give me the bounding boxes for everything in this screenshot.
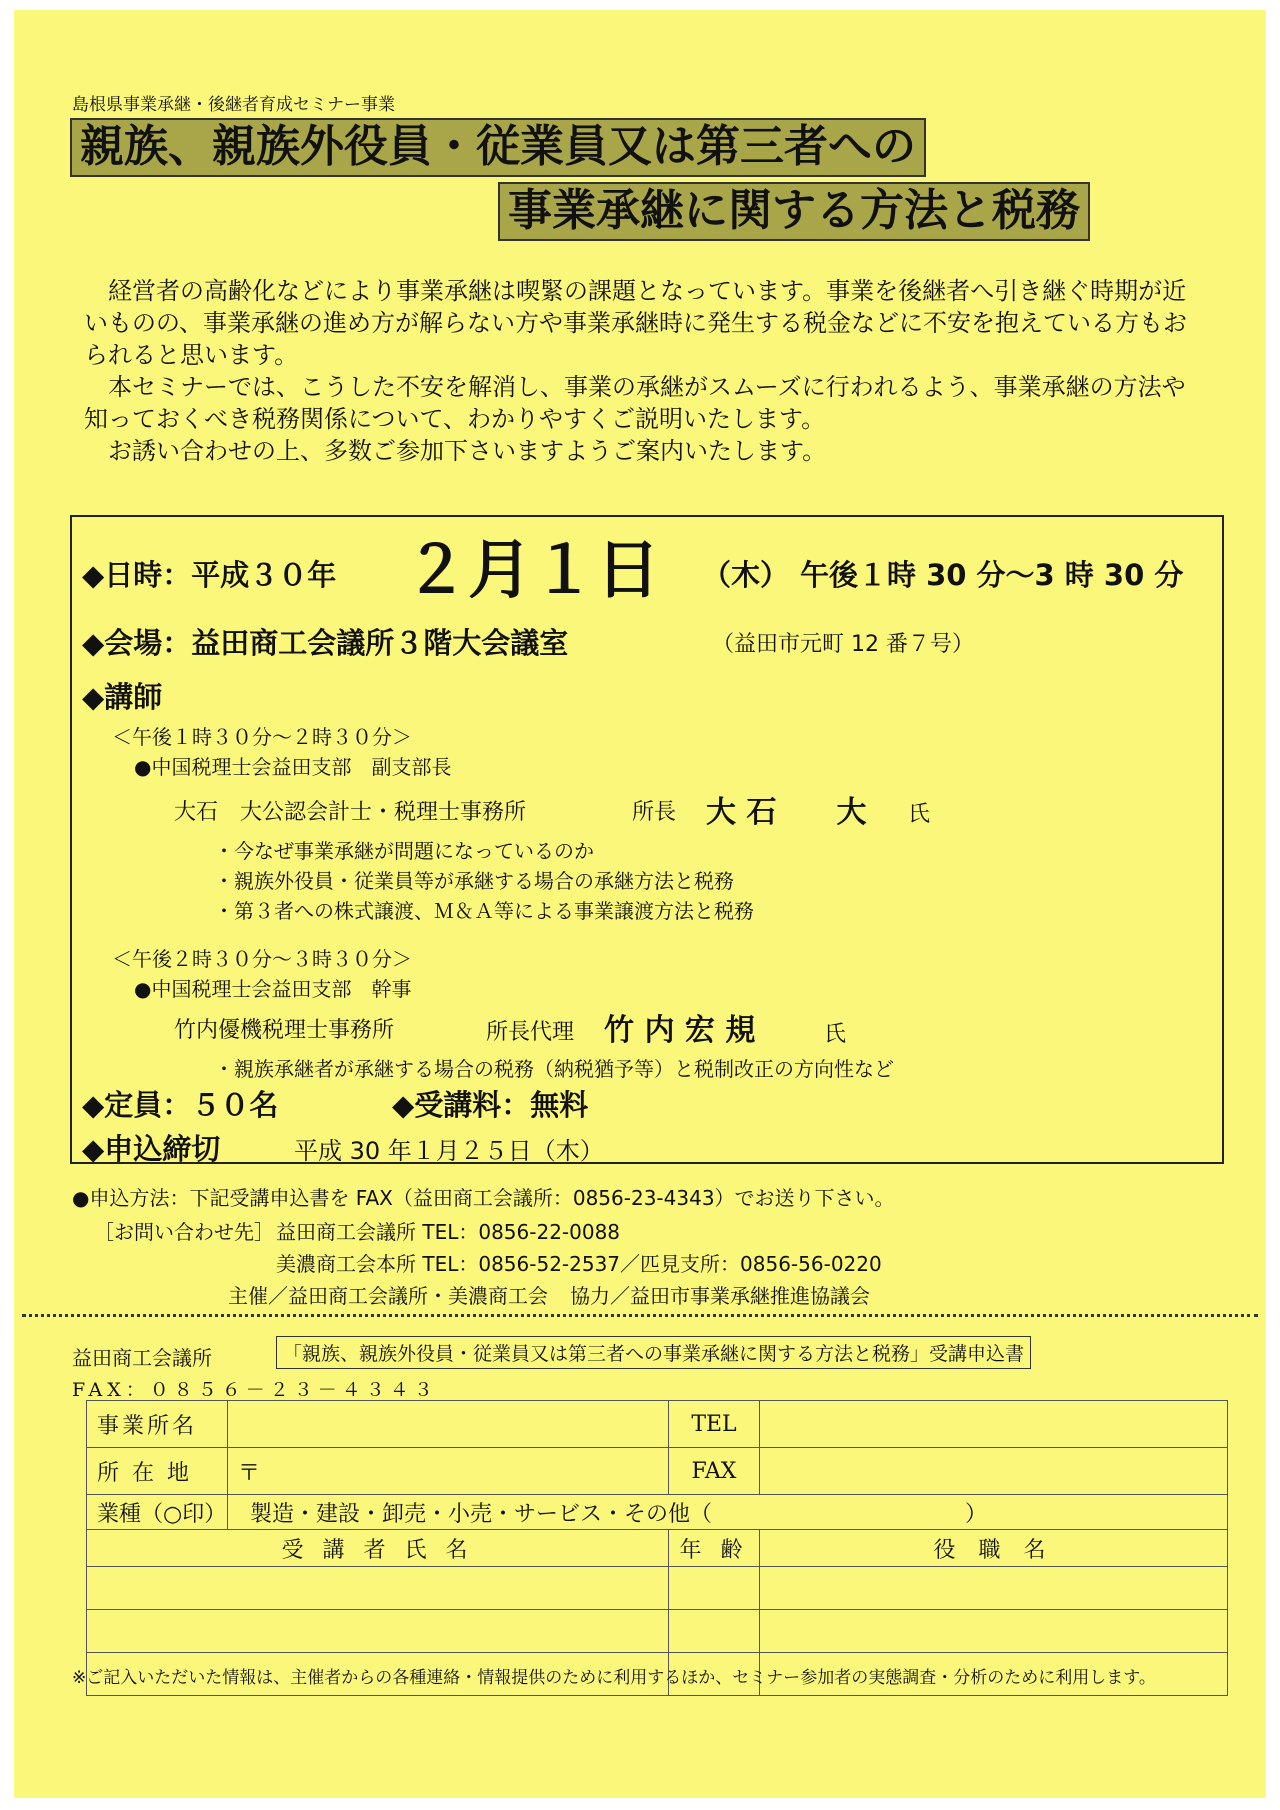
attendee-role-input[interactable] (760, 1610, 1228, 1653)
tel-label: TEL (669, 1401, 760, 1448)
form-fax: FAX：０８５６－２３－４３４３ (72, 1379, 438, 1401)
series-label: 島根県事業承継・後継者育成セミナー事業 (72, 95, 395, 115)
role-header: 役 職 名 (760, 1530, 1228, 1567)
industry-options: 製造・建設・卸売・小売・サービス・その他（ (250, 1501, 713, 1527)
session1-name: 大 石 大 (706, 795, 867, 830)
session2-office: 竹内優機税理士事務所 (174, 1018, 395, 1043)
title-line-2: 事業承継に関する方法と税務 (498, 182, 1090, 241)
form-row-header (87, 1530, 1228, 1567)
session1-time: ＜午後１時３０分～２時３０分＞ (112, 725, 412, 749)
industry-input[interactable] (228, 1495, 1228, 1530)
form-recipient: 益田商工会議所 (72, 1346, 212, 1370)
form-row-industry (87, 1495, 1228, 1530)
session1-org: ●中国税理士会益田支部 副支部長 (134, 755, 452, 779)
form-row-address (87, 1448, 1228, 1495)
session2-name: 竹 内 宏 規 (604, 1013, 756, 1048)
fee: ◆受講料：無料 (392, 1088, 589, 1122)
session1-topic: ・親族外役員・従業員等が承継する場合の承継方法と税務 (214, 869, 734, 893)
session1-position: 所長 (632, 800, 677, 825)
intro-text (84, 275, 1194, 467)
contact-mino: 美濃商工会本所 TEL：0856-52-2537／匹見支所：0856-56-0220 (276, 1252, 882, 1276)
business-label: 事業所名 (87, 1401, 228, 1448)
attendee-row (87, 1610, 1228, 1653)
title-line-1: 親族、親族外役員・従業員又は第三者への (70, 118, 926, 177)
details-box (70, 515, 1224, 1164)
datetime-label: ◆日時：平成３０年 (82, 558, 337, 592)
apply-method: ●申込方法：下記受講申込書を FAX（益田商工会議所：0856-23-4343）でお送り下さい。 (72, 1186, 895, 1210)
industry-close: ） (964, 1501, 987, 1527)
attendee-age-input[interactable] (669, 1610, 760, 1653)
footnote: ※ご記入いただいた情報は、主催者からの各種連絡・情報提供のために利用するほか、セミナー参加者の実態調査・分析のために利用します。 (72, 1668, 1156, 1688)
lecturer-label: ◆講師 (82, 680, 163, 714)
contact-label: ［お問い合わせ先］ (94, 1220, 274, 1244)
fax-label: FAX (669, 1448, 760, 1495)
datetime-time: 午後１時 30 分～3 時 30 分 (800, 558, 1184, 592)
intro-paragraph: お誘い合わせの上、多数ご参加下さいますようご案内いたします。 (108, 437, 827, 465)
cut-line (22, 1314, 1258, 1317)
postal-mark: 〒 (238, 1460, 261, 1486)
session1-office: 大石 大公認会計士・税理士事務所 (174, 800, 527, 825)
session2-topic: ・親族承継者が承継する場合の税務（納税猶予等）と税制改正の方向性など (214, 1057, 894, 1081)
datetime-date: ２月１日 (404, 534, 660, 608)
form-row-business (87, 1401, 1228, 1448)
attendee-row (87, 1567, 1228, 1610)
contact-masuda: 益田商工会議所 TEL：0856-22-0088 (276, 1220, 621, 1244)
session2-position: 所長代理 (486, 1020, 575, 1045)
session2-time: ＜午後２時３０分～３時３０分＞ (112, 947, 412, 971)
attendee-name-input[interactable] (87, 1567, 669, 1610)
application-form (86, 1400, 1228, 1696)
session1-suffix: 氏 (908, 802, 931, 827)
session1-topic: ・今なぜ事業承継が問題になっているのか (214, 839, 594, 863)
session2-org: ●中国税理士会益田支部 幹事 (134, 977, 412, 1001)
attendee-age-input[interactable] (669, 1567, 760, 1610)
datetime-weekday: （木） (702, 558, 790, 592)
venue-label: ◆会場：益田商工会議所３階大会議室 (82, 626, 569, 660)
address-input[interactable] (228, 1448, 669, 1495)
intro-paragraph: 経営者の高齢化などにより事業承継は喫緊の課題となっています。事業を後継者へ引き継ぐ時期が近いものの、事業承継の進め方が解らない方や事業承継時に発生する税金などに不安を抱えている方もおられると思います。 (84, 277, 1188, 369)
address-label: 所 在 地 (87, 1448, 228, 1495)
intro-paragraph: 本セミナーでは、こうした不安を解消し、事業の承継がスムーズに行われるよう、事業承継の方法や知っておくべき税務関係について、わかりやすくご説明いたします。 (84, 373, 1186, 433)
form-title: 「親族、親族外役員・従業員又は第三者への事業承継に関する方法と税務」受講申込書 (276, 1336, 1031, 1369)
attendee-role-input[interactable] (760, 1567, 1228, 1610)
coop-text: 協力／益田市事業承継推進協議会 (570, 1284, 870, 1308)
deadline-label: ◆申込締切 (82, 1132, 221, 1166)
session2-suffix: 氏 (824, 1022, 847, 1047)
host-text: 主催／益田商工会議所・美濃商工会 (228, 1284, 548, 1308)
deadline-value: 平成 30 年１月２５日（木） (294, 1137, 604, 1165)
industry-label: 業種（○印） (87, 1495, 228, 1530)
tel-input[interactable] (760, 1401, 1228, 1448)
attendee-name-input[interactable] (87, 1610, 669, 1653)
venue-address: （益田市元町 12 番７号） (712, 632, 974, 657)
session1-topic: ・第３者への株式譲渡、Ｍ＆Ａ等による事業譲渡方法と税務 (214, 899, 754, 923)
attendee-name-header: 受 講 者 氏 名 (87, 1530, 669, 1567)
business-input[interactable] (228, 1401, 669, 1448)
flyer-page (14, 10, 1266, 1798)
age-header: 年 齢 (669, 1530, 760, 1567)
fax-input[interactable] (760, 1448, 1228, 1495)
capacity: ◆定員：５０名 (82, 1088, 279, 1122)
